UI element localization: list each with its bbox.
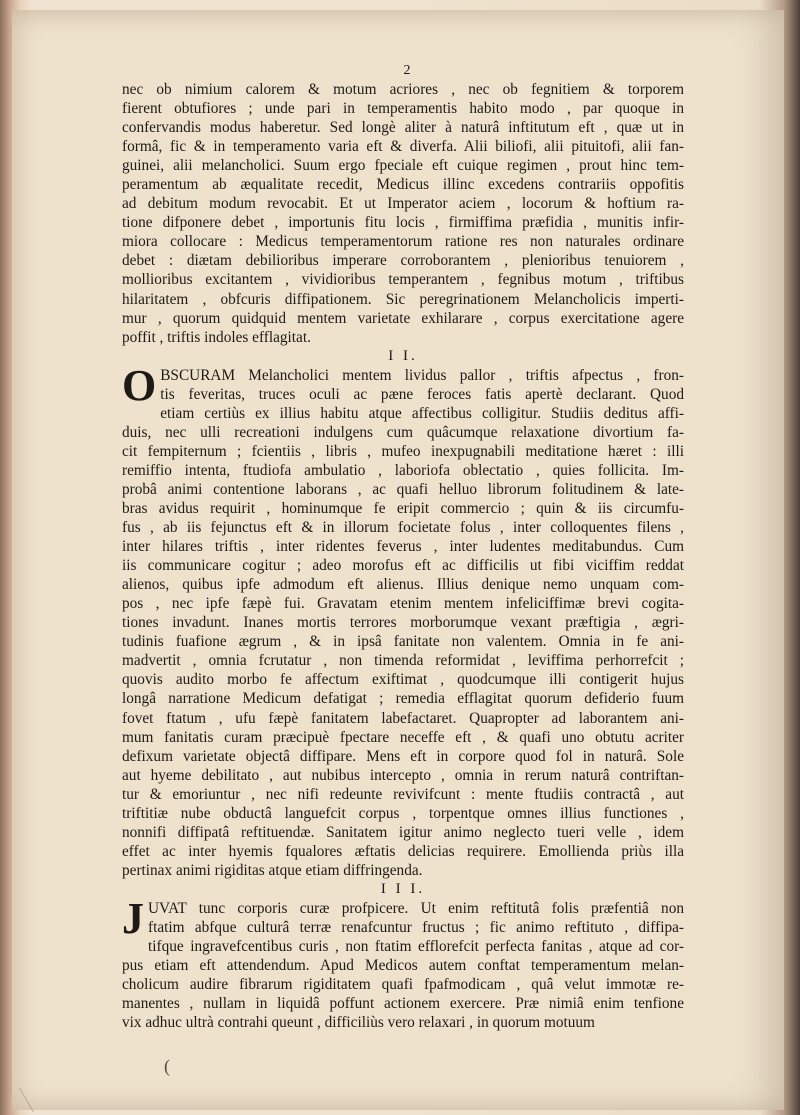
text-line: cholicum audire fibrarum rigiditatem quafi fpafmodicam , quâ velut immotæ re-: [122, 976, 684, 994]
text-line: triftitiæ nube obductâ languefcit corpus , torpentque omnes illius functiones ,: [122, 804, 684, 822]
text-line: tudinis fuafione ægrum , & in ipsâ fanitate non valentem. Omnia in fe ani-: [122, 633, 684, 651]
text-line: inter hilares triftis , inter ridentes feverus , inter ludentes meditabundus. Cum: [122, 538, 684, 556]
text-line: cit fempiternum ; fcientiis , libris , mufeo inexpugnabili meditatione hæret : illi: [122, 442, 684, 460]
text-line: remiffio intenta, ftudiofa ambulatio , laboriofa oblectatio , quies follicita. Im-: [122, 461, 684, 479]
text-line: mum fanitatis curam præcipuè fpectare neceffe eft , & quafi uno obtutu acriter: [122, 728, 684, 746]
text-line: tiones invadunt. Inanes mortis terrores morborumque vexant præftigia , ægri-: [122, 614, 684, 632]
text-line: peramentum ab æqualitate recedit, Medicus illinc excedens contrariis oppofitis: [122, 176, 684, 194]
text-line: BSCURAM Melancholici mentem lividus pallor , triftis afpectus , fron-: [160, 366, 684, 384]
text-line: longâ narratione Medicum defatigat ; remedia efflagitat quorum defiderio fuum: [122, 690, 684, 708]
section-3-paragraph: [122, 893, 684, 1032]
text-line: hilaritatem , obfcuris diffipationem. Sic peregrinationem Melancholicis imperti-: [122, 290, 684, 308]
intro-paragraph: [122, 80, 684, 347]
text-line: ftatim abfque culturâ terræ renafcuntur fructus ; fic animo reftituto , diffipa-: [148, 918, 684, 936]
text-line: ad debitum modum revocabit. Et ut Imperator aciem , locorum & hoftium ra-: [122, 195, 684, 213]
text-line: UVAT tunc corporis curæ profpicere. Ut enim reftitutâ folis præfentiâ non: [148, 899, 684, 917]
text-line: bras avidus requirit , hominumque fe eripit commercio ; quin & iis circumfu-: [122, 499, 684, 517]
page-number: 2: [403, 63, 411, 78]
text-line: tur & emoriuntur , nec nifi redeunte revivifcunt : mente ftudiis contractâ , aut: [122, 785, 684, 803]
text-line: fierent obtufiores ; unde pari in temperamentis habito modo , par quoque in: [122, 100, 684, 118]
text-line: guinei, alii melancholici. Suum ergo fpeciale eft cuique regimen , prout hinc tem-: [122, 157, 684, 175]
text-line: manentes , nullam in liquidâ poffunt actionem exercere. Præ nimiâ enim tenfione: [122, 995, 684, 1013]
page-text: [122, 62, 684, 1032]
text-line: aut hyeme debilitato , aut nubibus intercepto , omnia in rerum naturâ contriftan-: [122, 766, 684, 784]
text-line: nonnifi diffipatâ reftituendæ. Sanitatem igitur animo neglecto tueri velle , idem: [122, 823, 684, 841]
text-line: tis feveritas, truces oculi ac pæne feroces fatis apertè declarant. Quod: [160, 385, 684, 403]
text-line: probâ animi contentione laborans , ac quafi helluo librorum folitudinem & late-: [122, 480, 684, 498]
drop-cap: O: [122, 360, 157, 410]
text-line: etiam certiùs ex illius habitu atque affectibus colligitur. Studiis deditus affi-: [160, 404, 684, 422]
text-line: pertinax animi rigiditas atque etiam diffringenda.: [122, 861, 423, 879]
text-line: miora collocare : Medicus temperamentorum ratione res non naturales ordinare: [122, 233, 684, 251]
text-line: madvertit , omnia fcrutatur , non timenda reformidat , leviffima perhorrefcit ;: [122, 652, 684, 670]
text-line: fovet ftatum , ufu fæpè fanitatem labefactaret. Quapropter ad laborantem ani-: [122, 709, 684, 727]
section-number-2: I I.: [388, 347, 418, 364]
text-line: mollioribus excitantem , vividioribus temperantem , fegnibus motum , triftibus: [122, 271, 684, 289]
text-line: iis communicare cogitur ; adeo morofus eft ac difficilis ut fibi viciffim reddat: [122, 557, 684, 575]
text-line: formâ, fic & in temperamento varia eft & diverfa. Alii biliofi, alii pituitofi, alii fan-: [122, 138, 684, 156]
text-line: vix adhuc ultrà contrahi queunt , difficiliùs vero relaxari , in quorum motuum: [122, 1014, 595, 1032]
text-line: quovis audito morbo fe affectum exiftimat , quodcumque illi contigerit hujus: [122, 671, 684, 689]
text-line: alienos, quibus ipfe admodum eft alienus. Illius denique nemo unquam com-: [122, 576, 684, 594]
section-2-paragraph: [122, 360, 684, 880]
text-line: poffit , triftis indoles efflagitat.: [122, 328, 311, 346]
text-line: confervandis modus haberetur. Sed longè aliter à naturâ inftitutum eft , quæ ut in: [122, 119, 684, 137]
text-line: debet : diætam debilioribus imperare corroborantem , plenioribus tenuiorem ,: [122, 252, 684, 270]
text-line: tione difponere debet , importunis fitu locis , firmiffima præfidia , munitis infir-: [122, 214, 684, 232]
text-line: duis, nec ulli recreationi indulgens cum quâcumque relaxatione divortium fa-: [122, 423, 684, 441]
page-fold-mark: [19, 1088, 64, 1112]
ink-mark: (: [164, 1056, 170, 1076]
text-line: tifque ingravefcentibus curis , non ftatim efflorefcit perfecta fanitas , atque ad cor-: [148, 938, 684, 956]
text-line: pos , nec ipfe fæpè fui. Gravatam etenim mentem infeliciffimæ brevi cogita-: [122, 595, 684, 613]
text-line: mur , quorum quidquid mentem varietate exhilarare , corpus exercitatione agere: [122, 309, 684, 327]
drop-cap: J: [122, 893, 144, 943]
text-line: defixum varietate objectâ diffipare. Mens eft in corpore quod fol in naturâ. Sole: [122, 747, 684, 765]
text-line: effet ac inter hyemis fqualores æftatis delicias requirere. Emollienda priùs illa: [122, 842, 684, 860]
section-number-3: I I I.: [380, 880, 426, 897]
text-line: nec ob nimium calorem & motum acriores , nec ob fegnitiem & torporem: [122, 81, 684, 98]
text-line: fus , ab iis fejunctus eft & in illorum focietate folus , inter colloquentes filens ,: [122, 519, 684, 537]
text-line: pus etiam eft attendendum. Apud Medicos autem conftat temperamentum melan-: [122, 957, 684, 975]
